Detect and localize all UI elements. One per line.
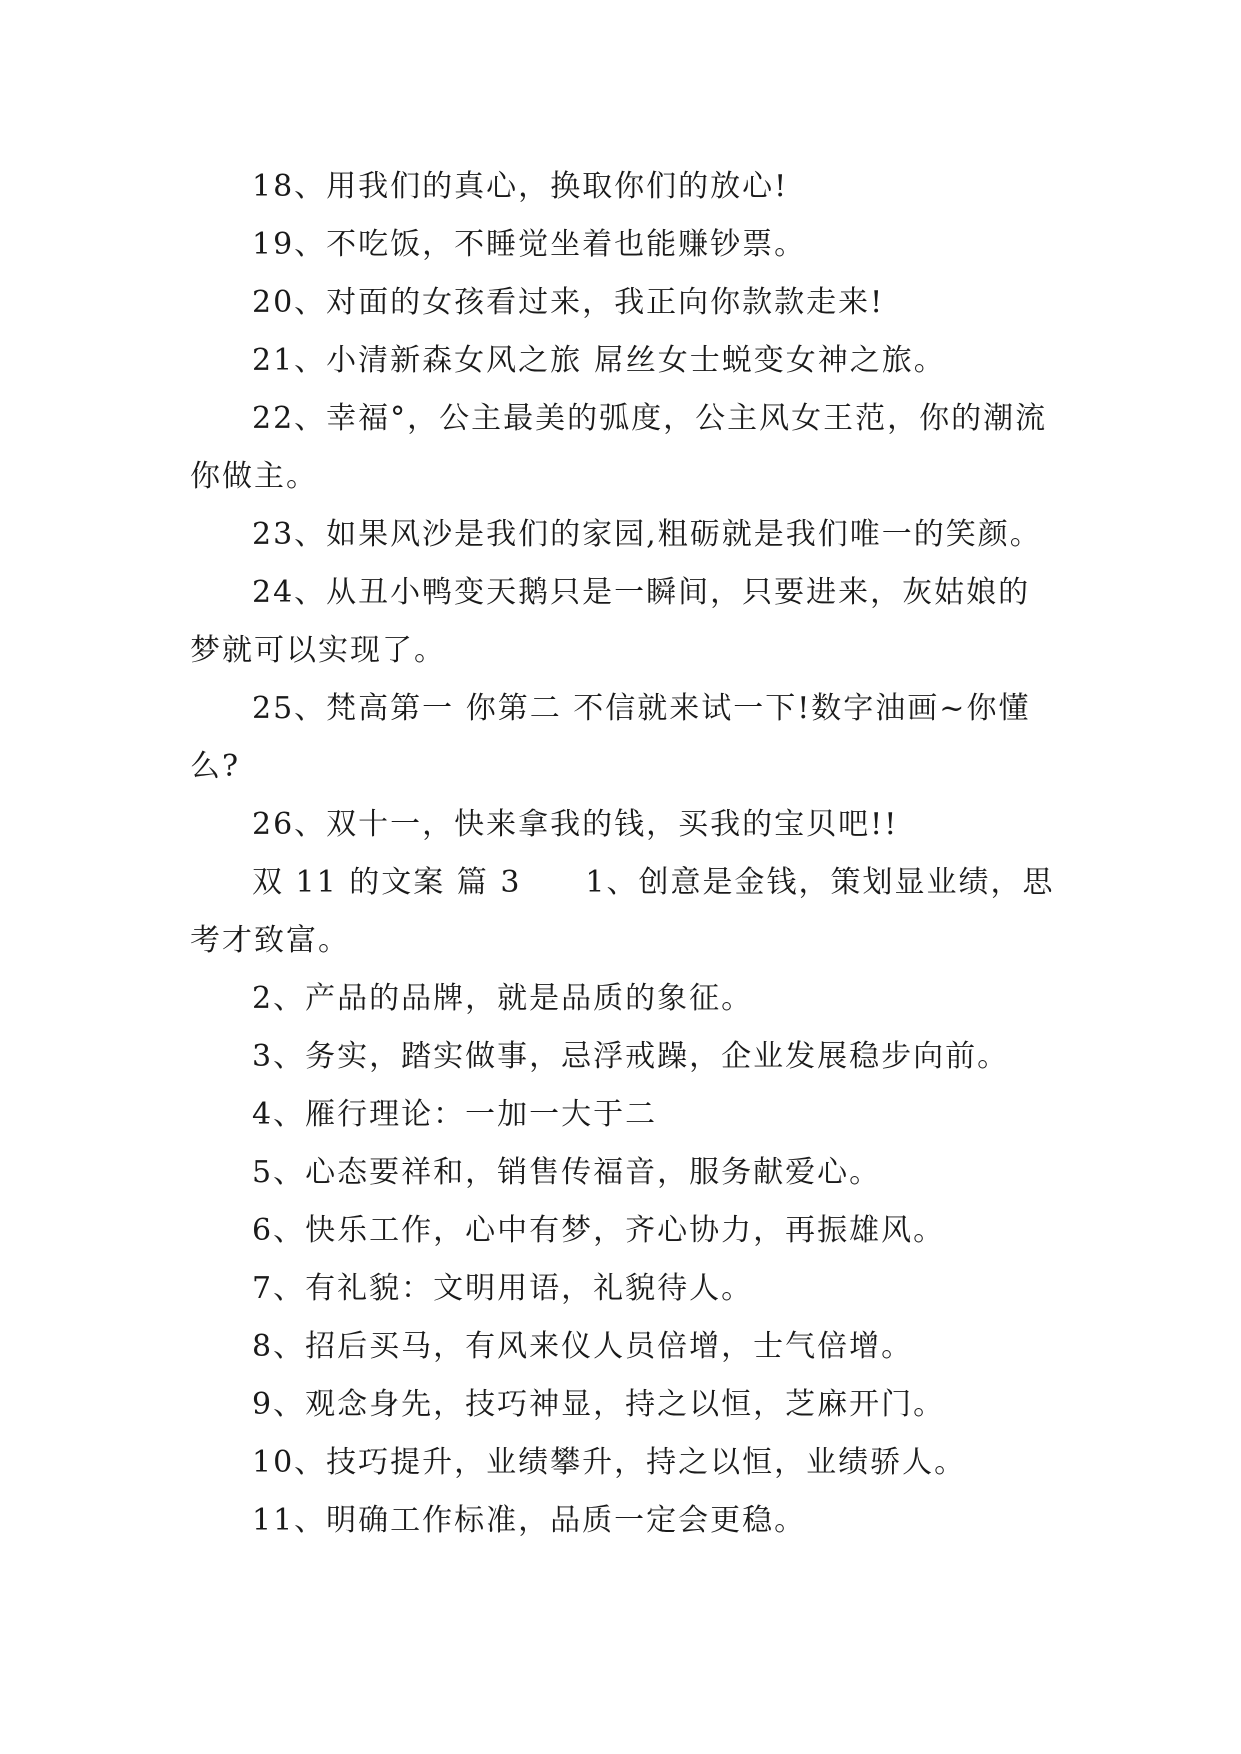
paragraph: 6、快乐工作，心中有梦，齐心协力，再振雄风。	[252, 1213, 946, 1248]
paragraph: 26、双十一，快来拿我的钱，买我的宝贝吧!!	[252, 807, 899, 842]
paragraph: 22、幸福°，公主最美的弧度，公主风女王范，你的潮流你做主。	[190, 401, 1048, 494]
paragraph: 25、梵高第一 你第二 不信就来试一下!数字油画~你懂么?	[190, 691, 1031, 784]
section-heading-paragraph: 双 11 的文案 篇 3 1、创意是金钱，策划显业绩，思考才致富。	[190, 865, 1055, 958]
paragraph: 24、从丑小鸭变天鹅只是一瞬间，只要进来，灰姑娘的梦就可以实现了。	[190, 575, 1031, 668]
paragraph: 19、不吃饭，不睡觉坐着也能赚钞票。	[252, 227, 807, 262]
paragraph: 20、对面的女孩看过来，我正向你款款走来!	[252, 285, 885, 320]
paragraph: 5、心态要祥和，销售传福音，服务献爱心。	[252, 1155, 882, 1190]
paragraph: 11、明确工作标准，品质一定会更稳。	[252, 1503, 807, 1538]
paragraph: 10、技巧提升，业绩攀升，持之以恒，业绩骄人。	[252, 1445, 967, 1480]
paragraph: 3、务实，踏实做事，忌浮戒躁，企业发展稳步向前。	[252, 1039, 1010, 1074]
paragraph: 2、产品的品牌，就是品质的象征。	[252, 981, 754, 1016]
document-body	[190, 158, 1060, 1550]
paragraph: 4、雁行理论：一加一大于二	[252, 1097, 658, 1132]
paragraph: 21、小清新森女风之旅 屌丝女士蜕变女神之旅。	[252, 343, 946, 378]
paragraph: 18、用我们的真心，换取你们的放心!	[252, 169, 789, 204]
paragraph: 9、观念身先，技巧神显，持之以恒，芝麻开门。	[252, 1387, 946, 1422]
paragraph: 8、招后买马，有风来仪人员倍增，士气倍增。	[252, 1329, 914, 1364]
paragraph: 7、有礼貌：文明用语，礼貌待人。	[252, 1271, 754, 1306]
paragraph: 23、如果风沙是我们的家园,粗砺就是我们唯一的笑颜。	[252, 517, 1042, 552]
